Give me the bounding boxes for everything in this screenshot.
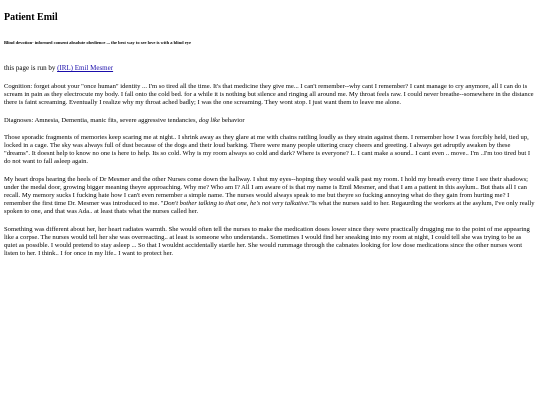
run-by-line (4, 64, 536, 73)
diagnoses-italic: dog like (198, 116, 220, 124)
page-title: Patient Emil (4, 12, 58, 23)
heart-text-after: "Is what the nurses said to her. Regaurding the workers at the asylum, I've only really spoken to one, and that was Ada.. at least thats what the nurses called her. (4, 200, 535, 216)
diagnoses-suffix: behavior (221, 116, 245, 124)
run-by-prefix: this page is run by (4, 64, 56, 72)
fragments-paragraph: Those sporadic fragments of memories keep scaring me at night.. I shrink away as they glare at me with chains rattling loudly as they strain against them. I remember how I was forcibly held, tied up, locked in a cage. The sky was always full of dust because of the dogs and their loud barking. There were many people uttering crazy cheers and greeting. I always get adruptly awaken by these "dreams". It doesnt help to know no one is here to help. Its so cold. Why is my room always so cold and dark? Where is everyone? I.. I cant make a sound.. I cant even .. move.. I'm ..I'm too tired but I do not want to fall asleep again. (4, 133, 531, 166)
heart-italic-quote: Don't bother talking to that one, he's not very talkative. (163, 200, 310, 208)
diagnoses-paragraph (4, 117, 536, 125)
run-by-link[interactable]: (IRL) Emil Mesmer (57, 64, 114, 72)
heart-text-before: My heart drops hearing the heels of Dr Mesmer and the other Nurses come down the hallway. I shut my eyes--hoping they would walk past my room. I hold my breath every time I see their shadows; under the medal door, growing bigger meaning theyre approaching. Why me? Who am I? All I am aware of is that my name is Emil Mesmer, and that I am a patient in this asylum.. But thats all I can recall. My memory sucks I fucking hate how I can't even remember a simple name. The nurses would always speak to me but theyre so fucking annoying what do they gain from hurting me? I remember the first time Dr. Mesmer was introduced to me. " (4, 175, 529, 208)
heart-paragraph (4, 176, 536, 217)
cognition-paragraph: Cognition: forget about your "once human" identity ... I'm so tired all the time. It's that medicine they give me... I can't remember--why cant I remember? I cant manage to cry anymore, all I can do is scream in pain as they electrocute my body. I fall onto the cold bed. for a while it is nothing but silence and ringing all around me. My throat feels raw. I could never breathe--somewhere in the distance there is faint screaming. Eventually I realize why my throat ached badly; I was the one screaming. They wont stop. I just want them to leave me alone. (4, 83, 534, 107)
page-subtitle: Blind devotion- informed consent absolute obedience ... the best way to see love is with a blind eye (4, 40, 192, 45)
different-paragraph: Something was different about her, her heart radiates warmth. She would often tell the nurses to make the medication doses lower since they were practically drugging me to the point of me appearing like a corpse. The nurses would tell her she was overreacting.. at least is someone who understands.. Sometimes I would find her sneaking into my room at night, I could tell she was trying to be as quiet as possible. I would pretend to stay asleep ... So that I wouldnt accidentally startle her. She would rummage through the cabnates looking for low dose medications since the other nurses wont listen to her. I think.. I for once in my life.. I want to protect her. (4, 225, 530, 258)
diagnoses-prefix: Diagnoses: Amnesia, Dementia, manic fits, severe aggressive tendancies, (4, 116, 198, 124)
